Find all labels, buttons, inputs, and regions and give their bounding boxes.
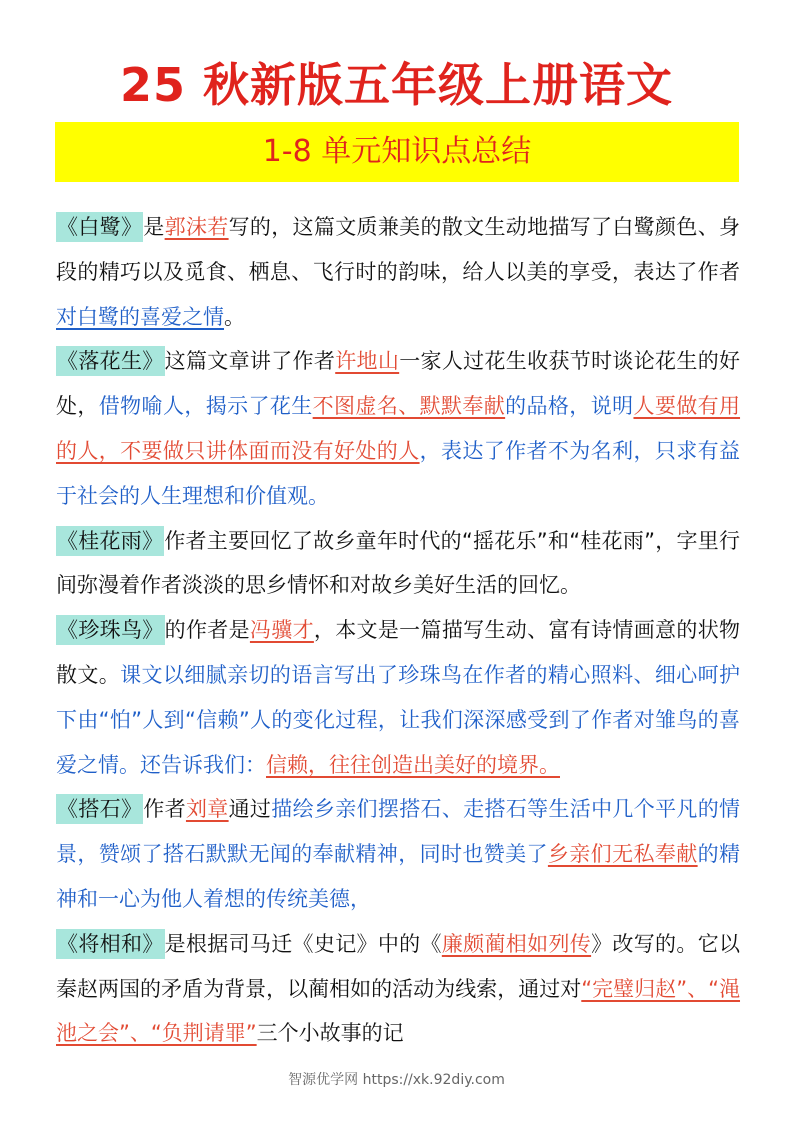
red-highlight: 乡亲们无私奉献 bbox=[547, 842, 698, 867]
author-name: 郭沫若 bbox=[164, 215, 229, 239]
lesson-label: 《搭石》 bbox=[56, 794, 143, 824]
text: ，本文是一篇描写生动、富有诗情画意的状物散文。 bbox=[56, 618, 741, 687]
blue-text: ，表达了作者不为名利，只求有益于社会的人生理想和价值观。 bbox=[56, 438, 741, 508]
blue-text: 描绘乡亲们摆搭石、走搭石等生活中几个平凡的情景，赞颂了搭石默默无闻的奉献精神，同时也赞美了 bbox=[56, 797, 741, 867]
red-highlight: “完璧归赵”、“渑池之会”、“负荆请罪” bbox=[56, 976, 741, 1046]
red-highlight: 廉颇蔺相如列传 bbox=[441, 931, 592, 956]
text: 这篇文章讲了作者 bbox=[164, 349, 336, 374]
paragraph-zhenzhuniao bbox=[56, 608, 740, 787]
text: 作者 bbox=[143, 797, 186, 822]
red-highlight: 人要做有用的人，不要做只讲体面而没有好处的人 bbox=[56, 394, 741, 463]
paragraph-bailu bbox=[56, 205, 740, 339]
red-highlight: 信赖，往往创造出美好的境界。 bbox=[266, 752, 560, 777]
subtitle-banner bbox=[55, 122, 739, 182]
content-body bbox=[56, 205, 740, 1056]
blue-text: 的品格，说明 bbox=[505, 394, 634, 419]
author-name: 许地山 bbox=[335, 349, 400, 374]
blue-text: 课文以细腻亲切的语言写出了珍珠鸟在作者的精心照料、细心呵护下由“怕”人到“信赖”人的变化过程，让我们深深感受到了作者对雏鸟的喜爱之情。还告诉我们： bbox=[56, 662, 741, 777]
lesson-label: 《白鹭》 bbox=[56, 212, 143, 242]
text: 作者主要回忆了故乡童年时代的“摇花乐”和“桂花雨”，字里行间弥漫着作者淡淡的思乡情怀和对故乡美好生活的回忆。 bbox=[56, 528, 741, 598]
author-name: 冯骥才 bbox=[249, 618, 314, 643]
paragraph-guihuayu bbox=[56, 519, 740, 609]
text: 是 bbox=[143, 215, 165, 239]
page-title: 25 秋新版五年级上册语文 bbox=[119, 58, 674, 112]
lesson-label: 《珍珠鸟》 bbox=[56, 615, 165, 645]
blue-text: 借物喻人，揭示了花生 bbox=[98, 394, 313, 419]
paragraph-dashi bbox=[56, 787, 740, 921]
text: 通过 bbox=[228, 797, 272, 822]
text: 是根据司马迁《史记》中的《 bbox=[164, 931, 442, 956]
lesson-label: 《落花生》 bbox=[56, 346, 165, 376]
footer-watermark: 智源优学网 https://xk.92diy.com bbox=[288, 1072, 505, 1088]
text: 一家人过花生收获节时谈论花生的好处， bbox=[56, 349, 741, 419]
blue-text: 的精神和一心为他人着想的传统美德， bbox=[56, 842, 741, 911]
text: 的作者是 bbox=[164, 618, 250, 643]
paragraph-luohuasheng bbox=[56, 339, 740, 518]
paragraph-jiangxianghe bbox=[56, 922, 740, 1056]
subtitle: 1-8 单元知识点总结 bbox=[262, 134, 532, 169]
lesson-label: 《桂花雨》 bbox=[56, 526, 164, 556]
author-name: 刘章 bbox=[185, 797, 229, 822]
lesson-label: 《将相和》 bbox=[56, 929, 165, 959]
text: 》改写的。它以秦赵两国的矛盾为背景，以蔺相如的活动为线索，通过对 bbox=[56, 931, 741, 1001]
red-highlight: 不图虚名、默默奉献 bbox=[312, 394, 506, 419]
text: 三个小故事的记 bbox=[256, 1021, 404, 1046]
text: 写的，这篇文质兼美的散文生动地描写了白鹭颜色、身段的精巧以及觅食、栖息、飞行时的韵味，给人以美的享受，表达了作者 bbox=[56, 215, 741, 284]
text: 。 bbox=[224, 304, 245, 329]
emotion-highlight: 对白鹭的喜爱之情 bbox=[56, 304, 224, 329]
